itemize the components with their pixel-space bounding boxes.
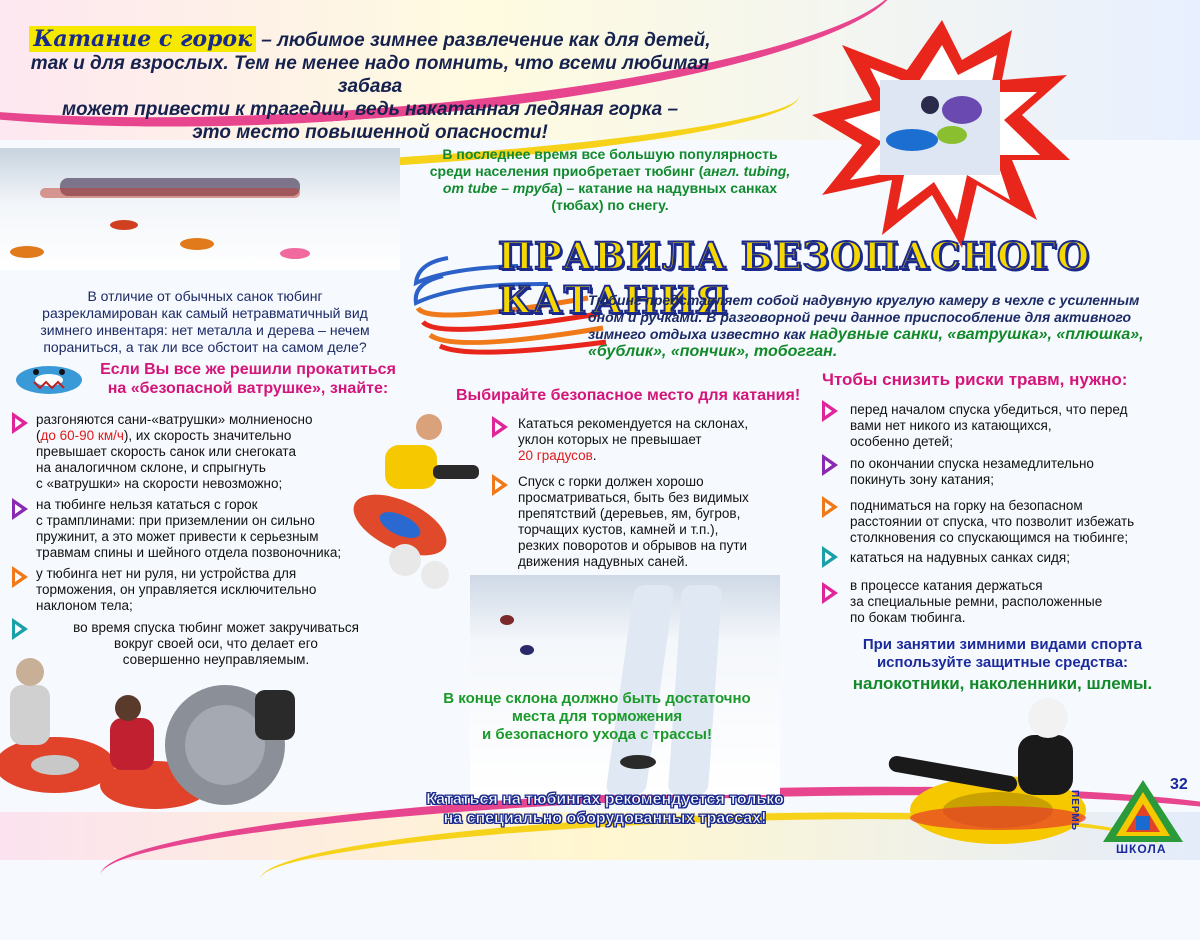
left-item-1-line-1: разгоняются сани-«ватрушки» молниеносно	[36, 412, 313, 427]
left-item-4-line-3: совершенно неуправляемым.	[122, 652, 310, 667]
bullet-arrow-icon	[12, 498, 28, 520]
left-item-4-line-2: вокруг своей оси, что делает его	[114, 636, 318, 651]
bullet-arrow-icon	[12, 566, 28, 588]
left-header-line-2: на «безопасной ватрушке», знайте:	[107, 380, 389, 397]
right-item-1-line-1: перед началом спуска убедиться, что перед	[850, 402, 1128, 417]
note-line-2b: англ. tubing,	[703, 163, 791, 179]
middle-item-1-line-2: уклон которых не превышает	[518, 432, 702, 447]
left-item-2-line-2: с трамплинами: при приземлении он сильно	[36, 513, 315, 528]
left-item-4-line-1: во время спуска тюбинг может закручиваться	[73, 620, 359, 635]
intro-line-3: может привести к трагедии, ведь накатанная ледяная горка –	[61, 99, 679, 120]
middle-item-2-line-5: резких поворотов и обрывов на пути	[518, 538, 748, 553]
bullet-arrow-icon	[822, 496, 838, 518]
page-title: ПРАВИЛА БЕЗОПАСНОГО КАТАНИЯ	[498, 234, 1091, 322]
left-item-1-line-3: превышает скорость санок или снегоката	[36, 444, 296, 459]
middle-item-2-line-6: движения надувных саней.	[518, 554, 689, 569]
def-line-4: «бублик», «пончик», тобогган.	[588, 343, 838, 360]
protect-line-3: налокотники, наколенники, шлемы.	[852, 674, 1153, 693]
compare-line-2: разрекламирован как самый нетравматичный вид	[42, 305, 368, 321]
intro-line-4: это место повышенной опасности!	[192, 122, 548, 143]
right-item-1-line-2: вами нет никого из катающихся,	[850, 418, 1052, 433]
left-item-2-line-4: травмам спины и шейного отдела позвоночника;	[36, 545, 342, 560]
middle-section-header: Выбирайте безопасное место для катания!	[456, 387, 801, 404]
left-item-1-line-2b: ), их скорость значительно	[123, 428, 292, 443]
right-item-5-line-3: по бокам тюбинга.	[850, 610, 966, 625]
left-item-2-line-3: пружинит, а это может привести к серьезным	[36, 529, 319, 544]
left-item-1-line-5: с «ватрушки» на скорости невозможно;	[36, 476, 283, 491]
right-item-1-line-3: особенно детей;	[850, 434, 953, 449]
bullet-arrow-icon	[12, 412, 28, 434]
photo-tubing-slope	[470, 575, 780, 795]
def-line-2: дном и ручками. В разговорной речи данное приспособление для активного	[588, 309, 1132, 325]
photo-slope-crowd	[0, 148, 400, 270]
slope-end-note	[402, 690, 792, 744]
left-item-no-steering	[36, 566, 366, 614]
note-line-1: В последнее время все большую популярность	[442, 146, 778, 162]
protect-line-1: При занятии зимними видами спорта	[862, 636, 1143, 653]
photo-girl-in-tube	[878, 690, 1093, 850]
right-item-5-line-1: в процессе катания держаться	[850, 578, 1043, 593]
bullet-arrow-icon	[822, 582, 838, 604]
left-item-3-line-2: торможения, он управляется исключительно	[36, 582, 317, 597]
banner-line-2: на специально оборудованных трассах!	[443, 810, 767, 827]
banner-line-1: Кататься на тюбингах рекомендуется только	[426, 791, 784, 808]
right-item-check-path	[850, 402, 1190, 450]
middle-item-1-line-1: Кататься рекомендуется на склонах,	[518, 416, 749, 431]
right-item-2-line-1: по окончании спуска незамедлительно	[850, 456, 1094, 471]
note-line-2a: среди населения приобретает тюбинг (	[429, 163, 704, 179]
middle-item-slope-angle	[518, 416, 808, 464]
intro-text	[20, 28, 720, 144]
def-line-3a: зимнего отдыха известно как	[588, 326, 810, 342]
slope-note-line-3: и безопасного ухода с трассы!	[482, 726, 712, 743]
right-item-3-line-2: расстоянии от спуска, что позволит избежать	[850, 514, 1135, 529]
logo-school: ШКОЛА	[1116, 842, 1167, 856]
right-item-leave-zone	[850, 456, 1190, 488]
tubing-definition	[588, 292, 1188, 360]
bullet-arrow-icon	[492, 474, 508, 496]
tubing-comparison-text	[10, 288, 400, 356]
intro-line-2: так и для взрослых. Тем не менее надо помнить, что всеми любимая забава	[30, 53, 710, 97]
protect-line-2: используйте защитные средства:	[876, 654, 1129, 671]
middle-item-visibility	[518, 474, 808, 570]
right-item-climb-safely	[850, 498, 1195, 546]
middle-item-2-line-2: просматриваться, быть без видимых	[518, 490, 749, 505]
photo-jumping-tuber	[345, 405, 485, 595]
left-item-jumps	[36, 497, 386, 561]
bottom-banner	[395, 790, 815, 828]
right-item-hold-straps	[850, 578, 1190, 626]
left-item-1-line-4: на аналогичном склоне, и спрыгнуть	[36, 460, 266, 475]
right-item-3-line-1: подниматься на горку на безопасном	[850, 498, 1083, 513]
middle-item-2-line-1: Спуск с горки должен хорошо	[518, 474, 704, 489]
shark-tube-icon	[14, 360, 84, 396]
note-line-3b: ) – катание на надувных санках	[557, 180, 778, 196]
right-section-header: Чтобы снизить риски травм, нужно:	[822, 370, 1128, 389]
left-item-3-line-1: у тюбинга нет ни руля, ни устройства для	[36, 566, 297, 581]
intro-highlight: Катание с горок	[29, 26, 256, 52]
intro-line-1: – любимое зимнее развлечение как для детей,	[255, 30, 711, 51]
compare-line-4: пораниться, а так ли все обстоит на самом деле?	[43, 339, 367, 355]
compare-line-3: зимнего инвентаря: нет металла и дерева – нечем	[40, 322, 370, 338]
slope-note-line-1: В конце склона должно быть достаточно	[443, 690, 751, 707]
bullet-arrow-icon	[822, 454, 838, 476]
bullet-arrow-icon	[822, 546, 838, 568]
logo-city: ПЕРМЬ	[1069, 790, 1080, 831]
right-item-5-line-2: за специальные ремни, расположенные	[850, 594, 1103, 609]
school-logo	[1069, 770, 1198, 858]
left-item-2-line-1: на тюбинге нельзя кататься с горок	[36, 497, 258, 512]
right-item-2-line-2: покинуть зону катания;	[850, 472, 994, 487]
right-item-3-line-3: столкновения со спускающимся на тюбинге;	[850, 530, 1129, 545]
bullet-arrow-icon	[12, 618, 28, 640]
tubing-popularity-note	[425, 146, 795, 214]
left-section-header	[88, 360, 408, 398]
speed-value: до 60-90 км/ч	[40, 428, 124, 443]
middle-item-2-line-4: торчащих кустов, камней и т.п.),	[518, 522, 719, 537]
slope-limit-value: 20 градусов	[518, 448, 593, 463]
photo-kids-tubing	[0, 650, 340, 830]
burst-photo	[812, 20, 1072, 250]
bullet-arrow-icon	[492, 416, 508, 438]
left-item-speed	[36, 412, 366, 492]
def-line-1: Тюбинг представляет собой надувную круглую камеру в чехле с усиленным	[588, 292, 1140, 308]
slope-note-line-2: места для торможения	[511, 708, 683, 725]
left-item-1-line-2a: (	[36, 428, 41, 443]
right-item-4-line-1: кататься на надувных санках сидя;	[850, 550, 1070, 565]
compare-line-1: В отличие от обычных санок тюбинг	[87, 288, 323, 304]
note-line-4: (тюбах) по снегу.	[551, 197, 669, 213]
bullet-arrow-icon	[822, 400, 838, 422]
left-header-line-1: Если Вы все же решили прокатиться	[100, 361, 396, 378]
middle-item-1-line-3b: .	[592, 448, 597, 463]
note-line-3a: от tube – труба	[442, 180, 558, 196]
left-item-3-line-3: наклоном тела;	[36, 598, 133, 613]
right-item-sit	[850, 550, 1190, 566]
protection-note	[815, 636, 1190, 696]
def-line-3b: надувные санки, «ватрушка», «плюшка»,	[809, 326, 1144, 343]
logo-number: 32	[1170, 776, 1188, 793]
middle-item-2-line-3: препятствий (деревьев, ям, бугров,	[518, 506, 741, 521]
